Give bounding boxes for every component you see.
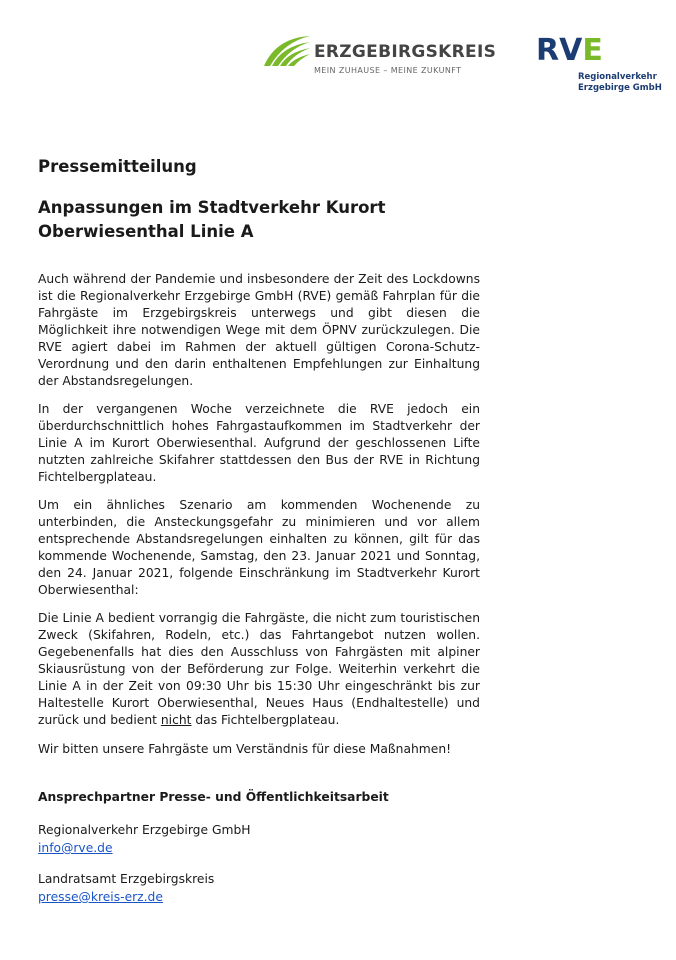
paragraph-4-text-after: das Fichtelbergplateau. — [191, 713, 340, 727]
rve-mark-e: E — [582, 33, 603, 68]
document-title-line1: Anpassungen im Stadtverkehr Kurort — [38, 198, 386, 217]
erzgebirgskreis-slogan: MEIN ZUHAUSE – MEINE ZUKUNFT — [314, 66, 462, 75]
rve-subtitle-line2: Erzgebirge GmbH — [578, 83, 662, 93]
paragraph-4-text-before: Die Linie A bedient vorrangig die Fahrgäste, die nicht zum touristischen Zweck (Skifahren, Rodeln, etc.) das Fahrtangebot nutzen wollen. Gegebenenfalls hat dies den Ausschluss von Fahrgästen mit alpiner Skiausrüstung von der Beförderung zur Folge. Weiterhin verkehrt die Linie A in der Zeit von 09:30 Uhr bis 15:30 Uhr eingeschränkt bis zur Haltestelle Kurort Oberwiesenthal, Neues Haus (Endhaltestelle) und zurück und bedient — [38, 611, 480, 727]
erzgebirgskreis-emblem-icon — [262, 32, 312, 68]
document-title — [38, 196, 385, 244]
erzgebirgskreis-logo — [262, 30, 497, 80]
contact-landratsamt-name: Landratsamt Erzgebirgskreis — [38, 872, 215, 886]
paragraph-2: In der vergangenen Woche verzeichnete die RVE jedoch ein überdurchschnittlich hohes Fahrgastaufkommen im Stadtverkehr der Linie A im Kurort Oberwiesenthal. Aufgrund der geschlossenen Lifte nutzten zahlreiche Skifahrer stattdessen den Bus der RVE in Richtung Fichtelbergplateau. — [38, 402, 480, 484]
rve-subtitle — [578, 72, 662, 94]
contact-landratsamt-email-link[interactable]: presse@kreis-erz.de — [38, 890, 163, 904]
erzgebirgskreis-name: ERZGEBIRGSKREIS — [314, 42, 497, 62]
contact-landratsamt — [38, 870, 214, 906]
contact-rve-email-link[interactable]: info@rve.de — [38, 841, 113, 855]
rve-mark-rv: RV — [536, 33, 583, 68]
rve-subtitle-line1: Regionalverkehr — [578, 72, 657, 82]
rve-wordmark — [536, 34, 603, 68]
contact-rve-name: Regionalverkehr Erzgebirge GmbH — [38, 823, 251, 837]
document-kicker: Pressemitteilung — [38, 157, 197, 176]
paragraph-4 — [38, 610, 480, 729]
contact-heading: Ansprechpartner Presse- und Öffentlichkeitsarbeit — [38, 790, 389, 804]
paragraph-4-emphasis: nicht — [160, 713, 192, 727]
paragraph-5: Wir bitten unsere Fahrgäste um Verständnis für diese Maßnahmen! — [38, 742, 452, 756]
paragraph-3: Um ein ähnliches Szenario am kommenden Wochenende zu unterbinden, die Ansteckungsgefahr zu minimieren und vor allem entsprechende Abstandsregelungen einhalten zu können, gilt für das kommende Wochenende, Samstag, den 23. Januar 2021 und Sonntag, den 24. Januar 2021, folgende Einschränkung im Stadtverkehr Kurort Oberwiesenthal: — [38, 498, 480, 597]
rve-logo — [536, 33, 662, 96]
document-title-line2: Oberwiesenthal Linie A — [38, 222, 254, 241]
contact-rve — [38, 821, 251, 857]
paragraph-1: Auch während der Pandemie und insbesondere der Zeit des Lockdowns ist die Regionalverkehr Erzgebirge GmbH (RVE) gemäß Fahrplan für die Fahrgäste im Erzgebirgskreis unterwegs und gibt diesen die Möglichkeit ihre notwendigen Wege mit dem ÖPNV zurückzulegen. Die RVE agiert dabei im Rahmen der aktuell gültigen Corona-Schutz-Verordnung und den darin enthaltenen Empfehlungen zur Einhaltung der Abstandsregelungen. — [38, 272, 480, 388]
